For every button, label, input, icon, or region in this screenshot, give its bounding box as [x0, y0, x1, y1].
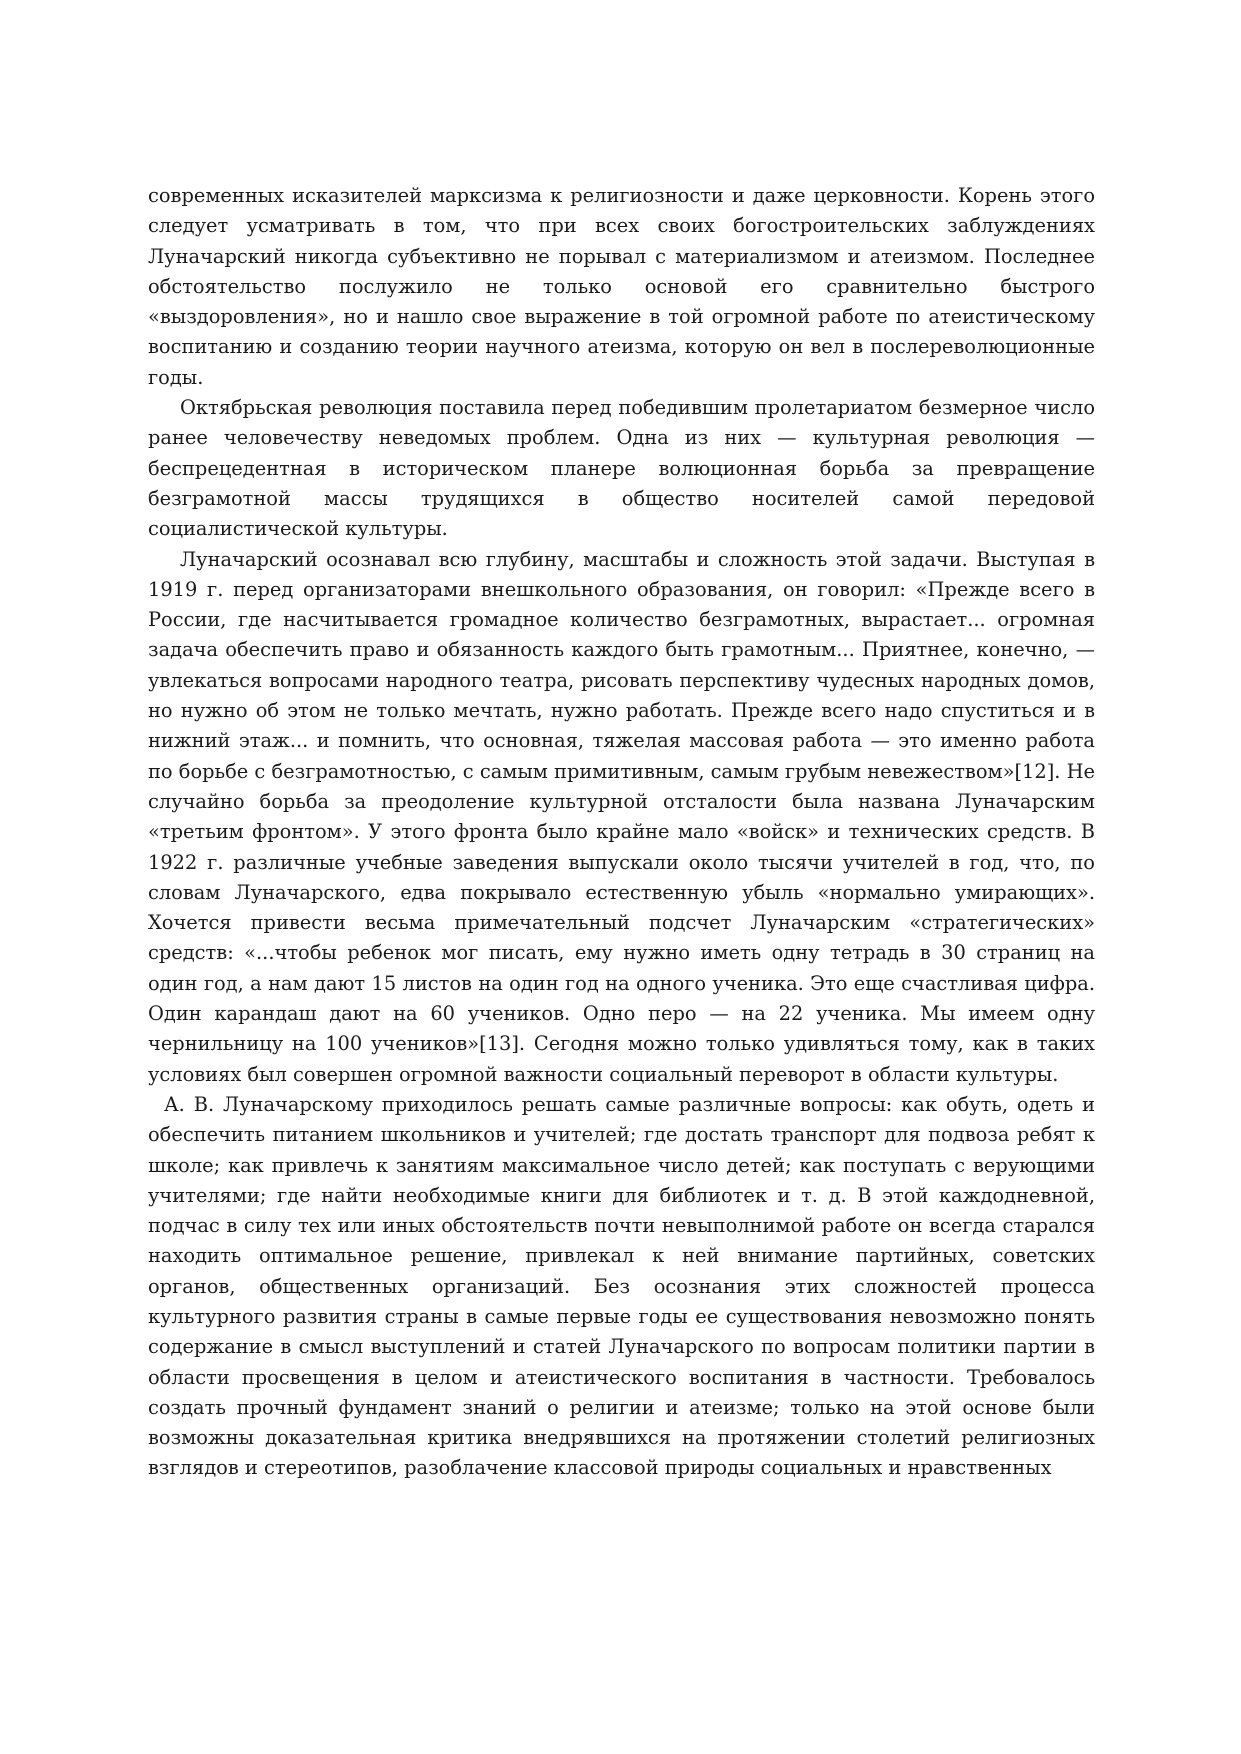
paragraph-continuation: современных исказителей марксизма к религиозности и даже церковности. Корень этого следует усматривать в том, что при всех своих богостроительских заблуждениях Луначарский никогда субъективно не порывал с материализмом и атеизмом. Последнее обстоятельство послужило не только основой его сравнительно быстрого «выздоровления», но и нашло свое выражение в той огромной работе по атеистическому воспитанию и созданию теории научного атеизма, которую он вел в послереволюционные годы. — [148, 184, 1095, 389]
paragraph-various-questions: А. В. Луначарскому приходилось решать самые различные вопросы: как обуть, одеть и обеспечить питанием школьников и учителей; где достать транспорт для подвоза ребят к школе; как привлечь к занятиям максимальное число детей; как поступать с верующими учителями; где найти необходимые книги для библиотек и т. д. В этой каждодневной, подчас в силу тех или иных обстоятельств почти невыполнимой работе он всегда старался находить оптимальное решение, привлекал к ней внимание партийных, советских органов, общественных организаций. Без осознания этих сложностей процесса культурного развития страны в самые первые годы ее существования невозможно понять содержание в смысл выступлений и статей Луначарского по вопросам политики партии в области просвещения в целом и атеистического воспитания в частности. Требовалось создать прочный фундамент знаний о религии и атеизме; только на этой основе были возможны доказательная критика внедрявшихся на протяжении столетий религиозных взглядов и стереотипов, разоблачение классовой природы социальных и нравственных — [148, 1092, 1095, 1480]
paragraph-lunacharsky-task: Луначарский осознавал всю глубину, масштабы и сложность этой задачи. Выступая в 1919 г. перед организаторами внешкольного образования, он говорил: «Прежде всего в России, где насчитывается громадное количество безграмотных, вырастает... огромная задача обеспечить право и обязанность каждого быть грамотным... Приятнее, конечно, — увлекаться вопросами народного театра, рисовать перспективу чудесных народных домов, но нужно об этом не только мечтать, нужно работать. Прежде всего надо спуститься и в нижний этаж... и помнить, что основная, тяжелая массовая работа — это именно работа по борьбе с безграмотностью, с самым примитивным, самым грубым невежеством»[12]. Не случайно борьба за преодоление культурной отсталости была названа Луначарским «третьим фронтом». У этого фронта было крайне мало «войск» и технических средств. В 1922 г. различные учебные заведения выпускали около тысячи учителей в год, что, по словам Луначарского, едва покрывало естественную убыль «нормально умирающих». Хочется привести весьма примечательный подсчет Луначарским «стратегических» средств: «...чтобы ребенок мог писать, ему нужно иметь одну тетрадь в 30 страниц на один год, а нам дают 15 листов на один год на одного ученика. Это еще счастливая цифра. Один карандаш дают на 60 учеников. Одно перо — на 22 ученика. Мы имеем одну чернильницу на 100 учеников»[13]. Сегодня можно только удивляться тому, как в таких условиях был совершен огромной важности социальный переворот в области культуры. — [148, 547, 1095, 1086]
body-text — [148, 181, 1095, 1484]
paragraph-october-revolution: Октябрьская революция поставила перед победившим пролетариатом безмерное число ранее человечеству неведомых проблем. Одна из них — культурная революция — беспрецедентная в историческом планере волюционная борьба за превращение безграмотной массы трудящихся в общество носителей самой передовой социалистической культуры. — [148, 396, 1095, 541]
